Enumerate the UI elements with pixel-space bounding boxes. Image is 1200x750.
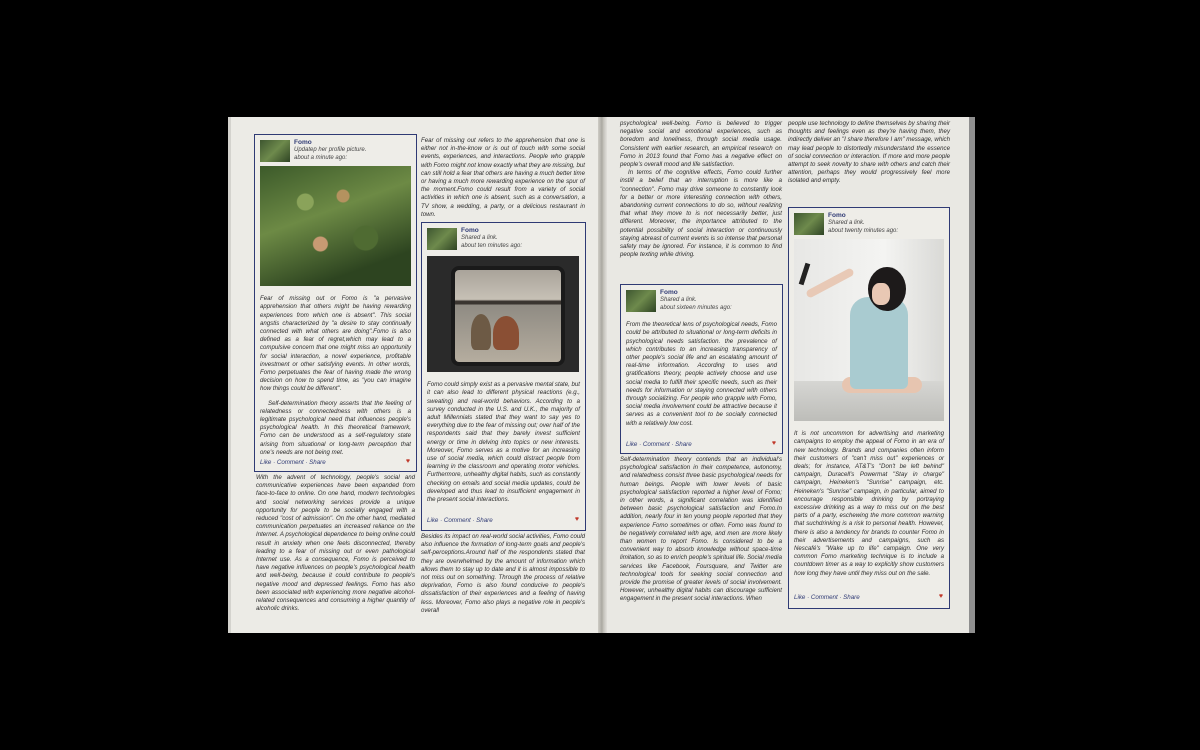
post-timestamp: about twenty minutes ago:	[828, 227, 899, 234]
page-edge-right	[969, 117, 975, 633]
post-author[interactable]: Fomo	[294, 139, 312, 146]
post-card-profile-picture	[254, 134, 417, 472]
body-text-col4-top: people use technology to define themselves by sharing their thoughts and feelings even as they're having them, they indirectly deliver an "I share therefore I am" message, which may lead people to distortedly misunderstand the essence of social connection or interaction. If more and more people attempt to seek novelty to share with others and catch their attention, perhaps they would progressively feel more isolated and empty.	[788, 120, 950, 185]
body-text-col3-bottom: Self-determination theory contends that an individual's psychological satisfaction in their competence, autonomy, and relatedness consist three basic psychological needs for human beings. People with lower levels of basic psychological satisfaction reported a higher level of Fomo; in other words, a significant correlation was identified between basic psychological satisfaction and Fomo.In addition, nearly four in ten young people reported that they experience Fomo sometimes or often. Fomo was found to be negatively correlated with age, and men are more likely than women to report Fomo. Is considered to be a convenient way to absorb knowledge without space-time limitation, so as to enrich people's spiritual life. Social media services like Facebook, Foursquare, and Twitter are technological tools for seeking social connection and provide the promise of greater levels of social involvement. However, unhealthy digital habits can discourage sufficient engagement in the present social interactions. When	[620, 456, 782, 603]
heart-icon[interactable]: ♥	[938, 593, 943, 600]
body-text-col3-top: psychological well-being. Fomo is believed to trigger negative social and emotional experiences, such as boredom and loneliness, through social media usage. Consistent with earlier research, an empirical research on Fomo in 2013 found that Fomo has a negative effect on people's overall mood and life satisfaction. In terms of the cognitive effects, Fomo could further instill a belief that an interruption is more like a "connection". Fomo may drive someone to constantly look for a better or more interesting connection with others, abandoning current connections to do so, without realizing that what they move to is not necessarily better, just different. Moreover, the importance attributed to the potential possibility of social interaction or continuously staying abreast of current events is so intense that personal safety may be ignored. For instance, it is common to find people texting while driving.	[620, 120, 782, 259]
post-action-text: Shared a link.	[828, 220, 865, 226]
post-action-text: Shared a link.	[660, 297, 697, 303]
phone-icon	[799, 263, 811, 285]
post-card-theoretical	[620, 284, 783, 454]
body-text-col2-top: Fear of missing out refers to the apprehension that one is either not in-the-know or is out of touch with some social events, experiences, and interactions. People who grapple with Fomo might not know exactly what they are missing, but can still hold a fear that others are having a much better time or having a much more rewarding experience on the spur of the moment.Fomo could result from a variety of social activities in which one is absent, such as a conversation, a TV show, a wedding, a party, or a delicious restaurant in town.	[421, 137, 585, 218]
post-actions[interactable]: Like · Comment · Share	[427, 517, 493, 524]
body-text-col1-bottom: With the advent of technology, people's social and communicative experiences have been expanded from face-to-face to online. On one hand, modern technologies and social networking services provide a unique opportunity for people to be socially engaged with a reduced "cost of admission". On the other hand, mediated communication perpetuates an increased reliance on the Internet. A psychological dependence to being online could result in anxiety when one feels disconnected, thereby leading to a fear of missing out or even pathological Internet use. As a consequence, Fomo is perceived to have negative influences on people's psychological health and well-being, because it could contribute to people's negative mood and depressed feelings. Fomo has also been associated with experiencing more negative alcohol-related consequences and consuming a higher quantity of alcoholic drinks.	[256, 474, 415, 613]
post-meta	[461, 235, 522, 250]
heart-icon[interactable]: ♥	[405, 458, 410, 465]
post-text: Fomo could simply exist as a pervasive mental state, but it can also lead to different physical reactions (e.g., sweating) and real-world behaviors. According to a survey conducted in the U.S. and U.K., the majority of adult Millennials stated that they want to say yes to everything due to the fear of missing out; over half of the respondents said that they barely invest sufficient energy or time in delving into topics or new interests. Moreover, Fomo serves as a motive for an increasing use of social media, which could distract people from learning in the classroom and operating motor vehicles. Furthermore, unhealthy digital habits, such as constantly checking on emails and social media updates, could be developed and thus lead to insufficient engagement in the present social interactions.	[427, 381, 580, 503]
avatar	[626, 290, 656, 312]
post-action-text: Updatep her profile picture.	[294, 147, 367, 153]
avatar	[794, 213, 824, 235]
post-photo-hands-in-bush[interactable]	[260, 166, 411, 286]
body-text-col2-bottom: Besides its impact on real-world social activities, Fomo could also influence the formation of long-term goals and people's self-perceptions.Around half of the respondents stated that they are overwhelmed by the amount of information which allows them to stay up to date and it is almost impossible to not miss out on something. Through the process of relative deprivation, Fomo is also found conducive to people's dissatisfaction of their experiences and a feeling of having less. Moreover, Fomo also plays a negative role in people's overall	[421, 533, 585, 614]
book-gutter	[598, 117, 607, 633]
post-photo-train-window[interactable]	[427, 256, 579, 372]
post-meta	[828, 220, 898, 235]
avatar	[260, 140, 290, 162]
post-text: From the theoretical lens of psychological needs, Fomo could be attributed to situational or long-term deficits in psychological needs satisfaction. the prevalence of which contributes to an increasing transparency of other people's social life and an escalating amount of real-time information. According to uses and gratifications theory, people actively choose and use social media to fulfill their specific needs, such as their needs for information or staying connected with others through socializing. For people who grapple with Fomo, social media involvement could be attractive because it serves as a convenient tool to be socially connected with a relatively low cost.	[626, 321, 777, 427]
face	[872, 283, 890, 305]
page-edge-left	[228, 117, 231, 633]
heart-icon[interactable]: ♥	[771, 440, 776, 447]
post-author[interactable]: Fomo	[828, 212, 846, 219]
post-meta	[294, 147, 366, 162]
post-timestamp: about a minute ago:	[294, 154, 348, 161]
avatar	[427, 228, 457, 250]
post-text: It is not uncommon for advertising and marketing campaigns to employ the appeal of Fomo in an era of new technology. Brands and companies often inform their customers of "can't miss out" experiences or deals; for instance, AT&T's "Don't be left behind" campaign, Duracell's Powermat "Stay in charge" campaign, Heineken's "Sunrise" campaign, etc. Heineken's "Sunrise" campaign, in particular, aimed to encourage responsible drinking by portraying excessive drinking as a way to miss out on the best parts of a party, eschewing the more common warning that suchdrinking is a risk to personal health. However, there is also a tendency for brands to counter Fomo in their advertisements and campaigns, such as Nescafé's "Wake up to life" campaign. One very common Fomo marketing technique is to include a countdown timer as a way to explicitly show customers how long they have until they miss out on the sale.	[794, 430, 944, 577]
heart-icon[interactable]: ♥	[574, 516, 579, 523]
post-timestamp: about sixteen minutes ago:	[660, 304, 732, 311]
post-card-train	[421, 222, 586, 531]
post-author[interactable]: Fomo	[660, 289, 678, 296]
post-author[interactable]: Fomo	[461, 227, 479, 234]
shirt	[850, 297, 908, 389]
post-text: Fear of missing out or Fomo is "a pervasive apprehension that others might be having rewarding experiences from which one is absent". This social angstis characterized by "a desire to stay continually connected with what others are doing".Fomo is also defined as a fear of regret,which may lead to a compulsive concern that one might miss an opportunity for social interaction, a novel experience, profitable investment or other satisfying events. In other words, Fomo perpetuates the fear of having made the wrong decision on how to spend time, as "you can imagine how things could be different". Self-determination theory asserts that the feeling of relatedness or connectedness with others is a legitimate psychological need that influences people's psychological health. In this theoretical framework, Fomo can be understood as a self-regulatory state arising from situational or long-term perception that one's needs are not being met.	[260, 295, 411, 456]
post-actions[interactable]: Like · Comment · Share	[794, 594, 860, 601]
arm	[805, 267, 855, 298]
figure-right	[493, 316, 519, 350]
post-timestamp: about ten minutes ago:	[461, 242, 523, 249]
post-actions[interactable]: Like · Comment · Share	[626, 441, 692, 448]
figure-left	[471, 314, 491, 350]
post-action-text: Shared a link.	[461, 235, 498, 241]
post-photo-girl-selfie[interactable]	[794, 239, 944, 421]
post-card-advertising	[788, 207, 950, 609]
post-meta	[660, 297, 732, 312]
post-actions[interactable]: Like · Comment · Share	[260, 459, 326, 466]
